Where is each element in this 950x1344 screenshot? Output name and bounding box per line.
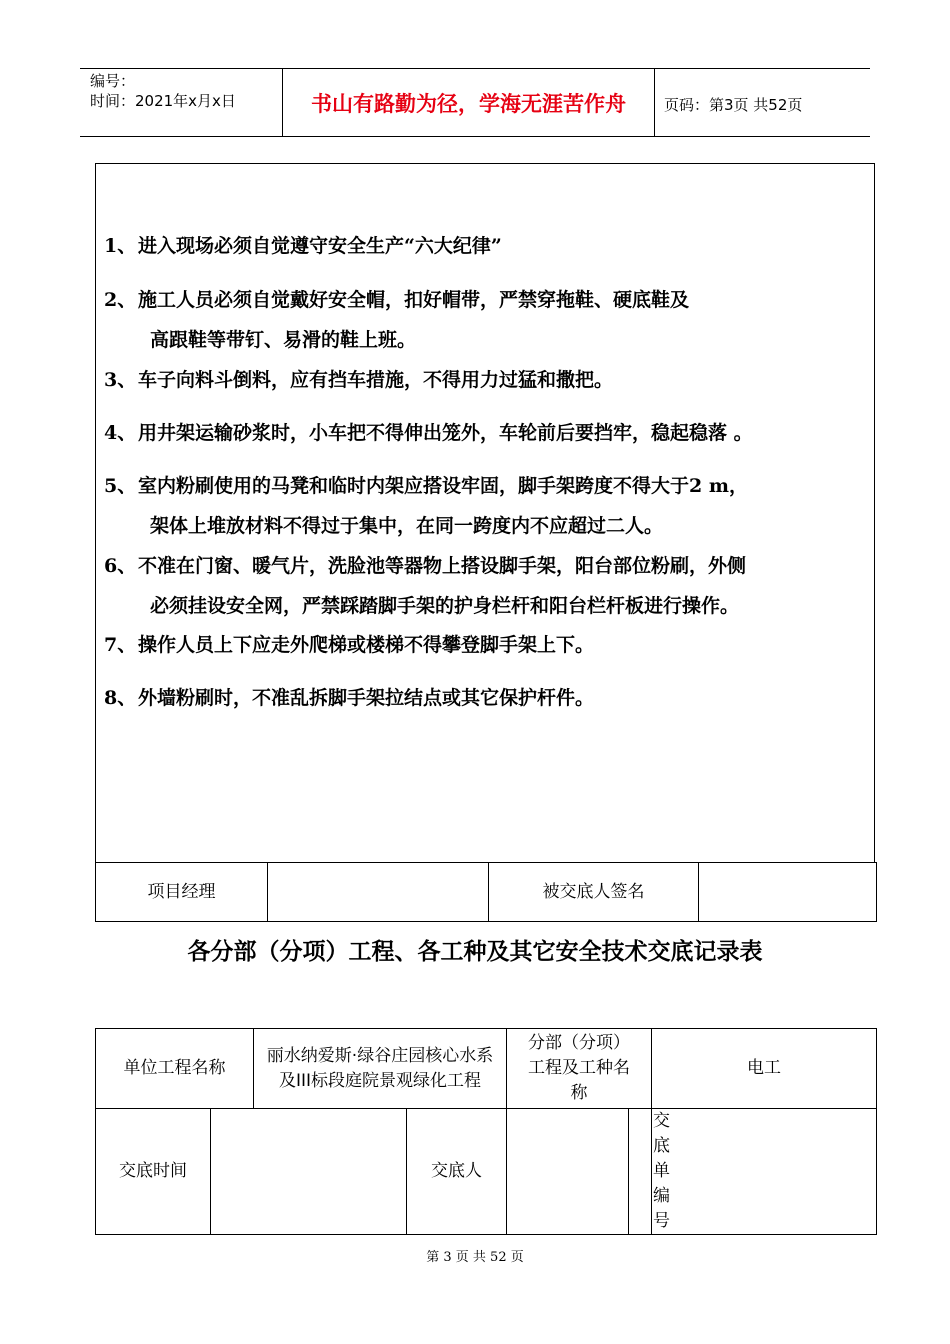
header-motto: 书山有路勤为径，学海无涯苦作舟: [311, 92, 626, 116]
rule-5-text-cont: 架体上堆放材料不得过于集中，在同一跨度内不应超过二人。: [150, 515, 664, 537]
subproject-label: 分部（分项）工程及工种名称: [507, 1029, 652, 1109]
unit-name-label: 单位工程名称: [96, 1029, 254, 1109]
signature-table: [95, 862, 877, 922]
rule-7-number: 7、: [104, 634, 137, 656]
header-number: 编号：: [90, 72, 136, 90]
person-label: 交底人: [407, 1109, 507, 1235]
rule-6-text-cont: 必须挂设安全网，严禁踩踏脚手架的护身栏杆和阳台栏杆板进行操作。: [150, 595, 740, 617]
docno-field[interactable]: [652, 1109, 877, 1235]
rule-2-number: 2、: [104, 289, 137, 311]
rule-3-text: 车子向料斗倒料，应有挡车措施，不得用力过猛和撒把。: [138, 369, 614, 391]
rule-7-text: 操作人员上下应走外爬梯或楼梯不得攀登脚手架上下。: [138, 634, 595, 656]
header-top-rule: [80, 68, 870, 69]
header-bottom-rule: [80, 136, 870, 137]
record-form-table: [95, 1028, 877, 1235]
docno-label: 交底单编号: [629, 1109, 652, 1235]
rule-4-text: 用井架运输砂浆时，小车把不得伸出笼外，车轮前后要挡牢，稳起稳落 。: [138, 422, 753, 444]
rule-5-text: 室内粉刷使用的马凳和临时内架应搭设牢固，脚手架跨度不得大于2 m，: [138, 475, 748, 497]
rule-3-number: 3、: [104, 369, 137, 391]
rule-8-number: 8、: [104, 687, 137, 709]
rule-2-text: 施工人员必须自觉戴好安全帽，扣好帽带，严禁穿拖鞋、硬底鞋及: [138, 289, 690, 311]
manager-signature-field[interactable]: [268, 863, 489, 922]
receiver-label: 被交底人签名: [489, 863, 699, 922]
header-page-info: 页码：第3页 共52页: [664, 96, 803, 114]
rule-1-number: 1、: [104, 235, 137, 257]
rule-6-text: 不准在门窗、暖气片，洗脸池等器物上搭设脚手架，阳台部位粉刷，外侧: [138, 555, 747, 577]
time-field[interactable]: [211, 1109, 407, 1235]
manager-label: 项目经理: [96, 863, 268, 922]
rule-5-number: 5、: [104, 475, 137, 497]
rule-2-text-cont: 高跟鞋等带钉、易滑的鞋上班。: [150, 329, 417, 351]
header-time: 时间：2021年x月x日: [90, 92, 236, 110]
rule-1-text: 进入现场必须自觉遵守安全生产“六大纪律”: [138, 235, 502, 257]
unit-name-value: 丽水纳爱斯·绿谷庄园核心水系及III标段庭院景观绿化工程: [254, 1029, 507, 1109]
page-footer: 第 3 页 共 52 页: [426, 1250, 524, 1265]
rule-8-text: 外墙粉刷时，不准乱拆脚手架拉结点或其它保护杆件。: [138, 687, 595, 709]
person-field[interactable]: [507, 1109, 629, 1235]
header-divider-right: [654, 68, 655, 136]
receiver-signature-field[interactable]: [699, 863, 877, 922]
form-title: 各分部（分项）工程、各工种及其它安全技术交底记录表: [187, 939, 763, 965]
subproject-value: 电工: [652, 1029, 877, 1109]
rule-6-number: 6、: [104, 555, 137, 577]
time-label: 交底时间: [96, 1109, 211, 1235]
rule-4-number: 4、: [104, 422, 137, 444]
